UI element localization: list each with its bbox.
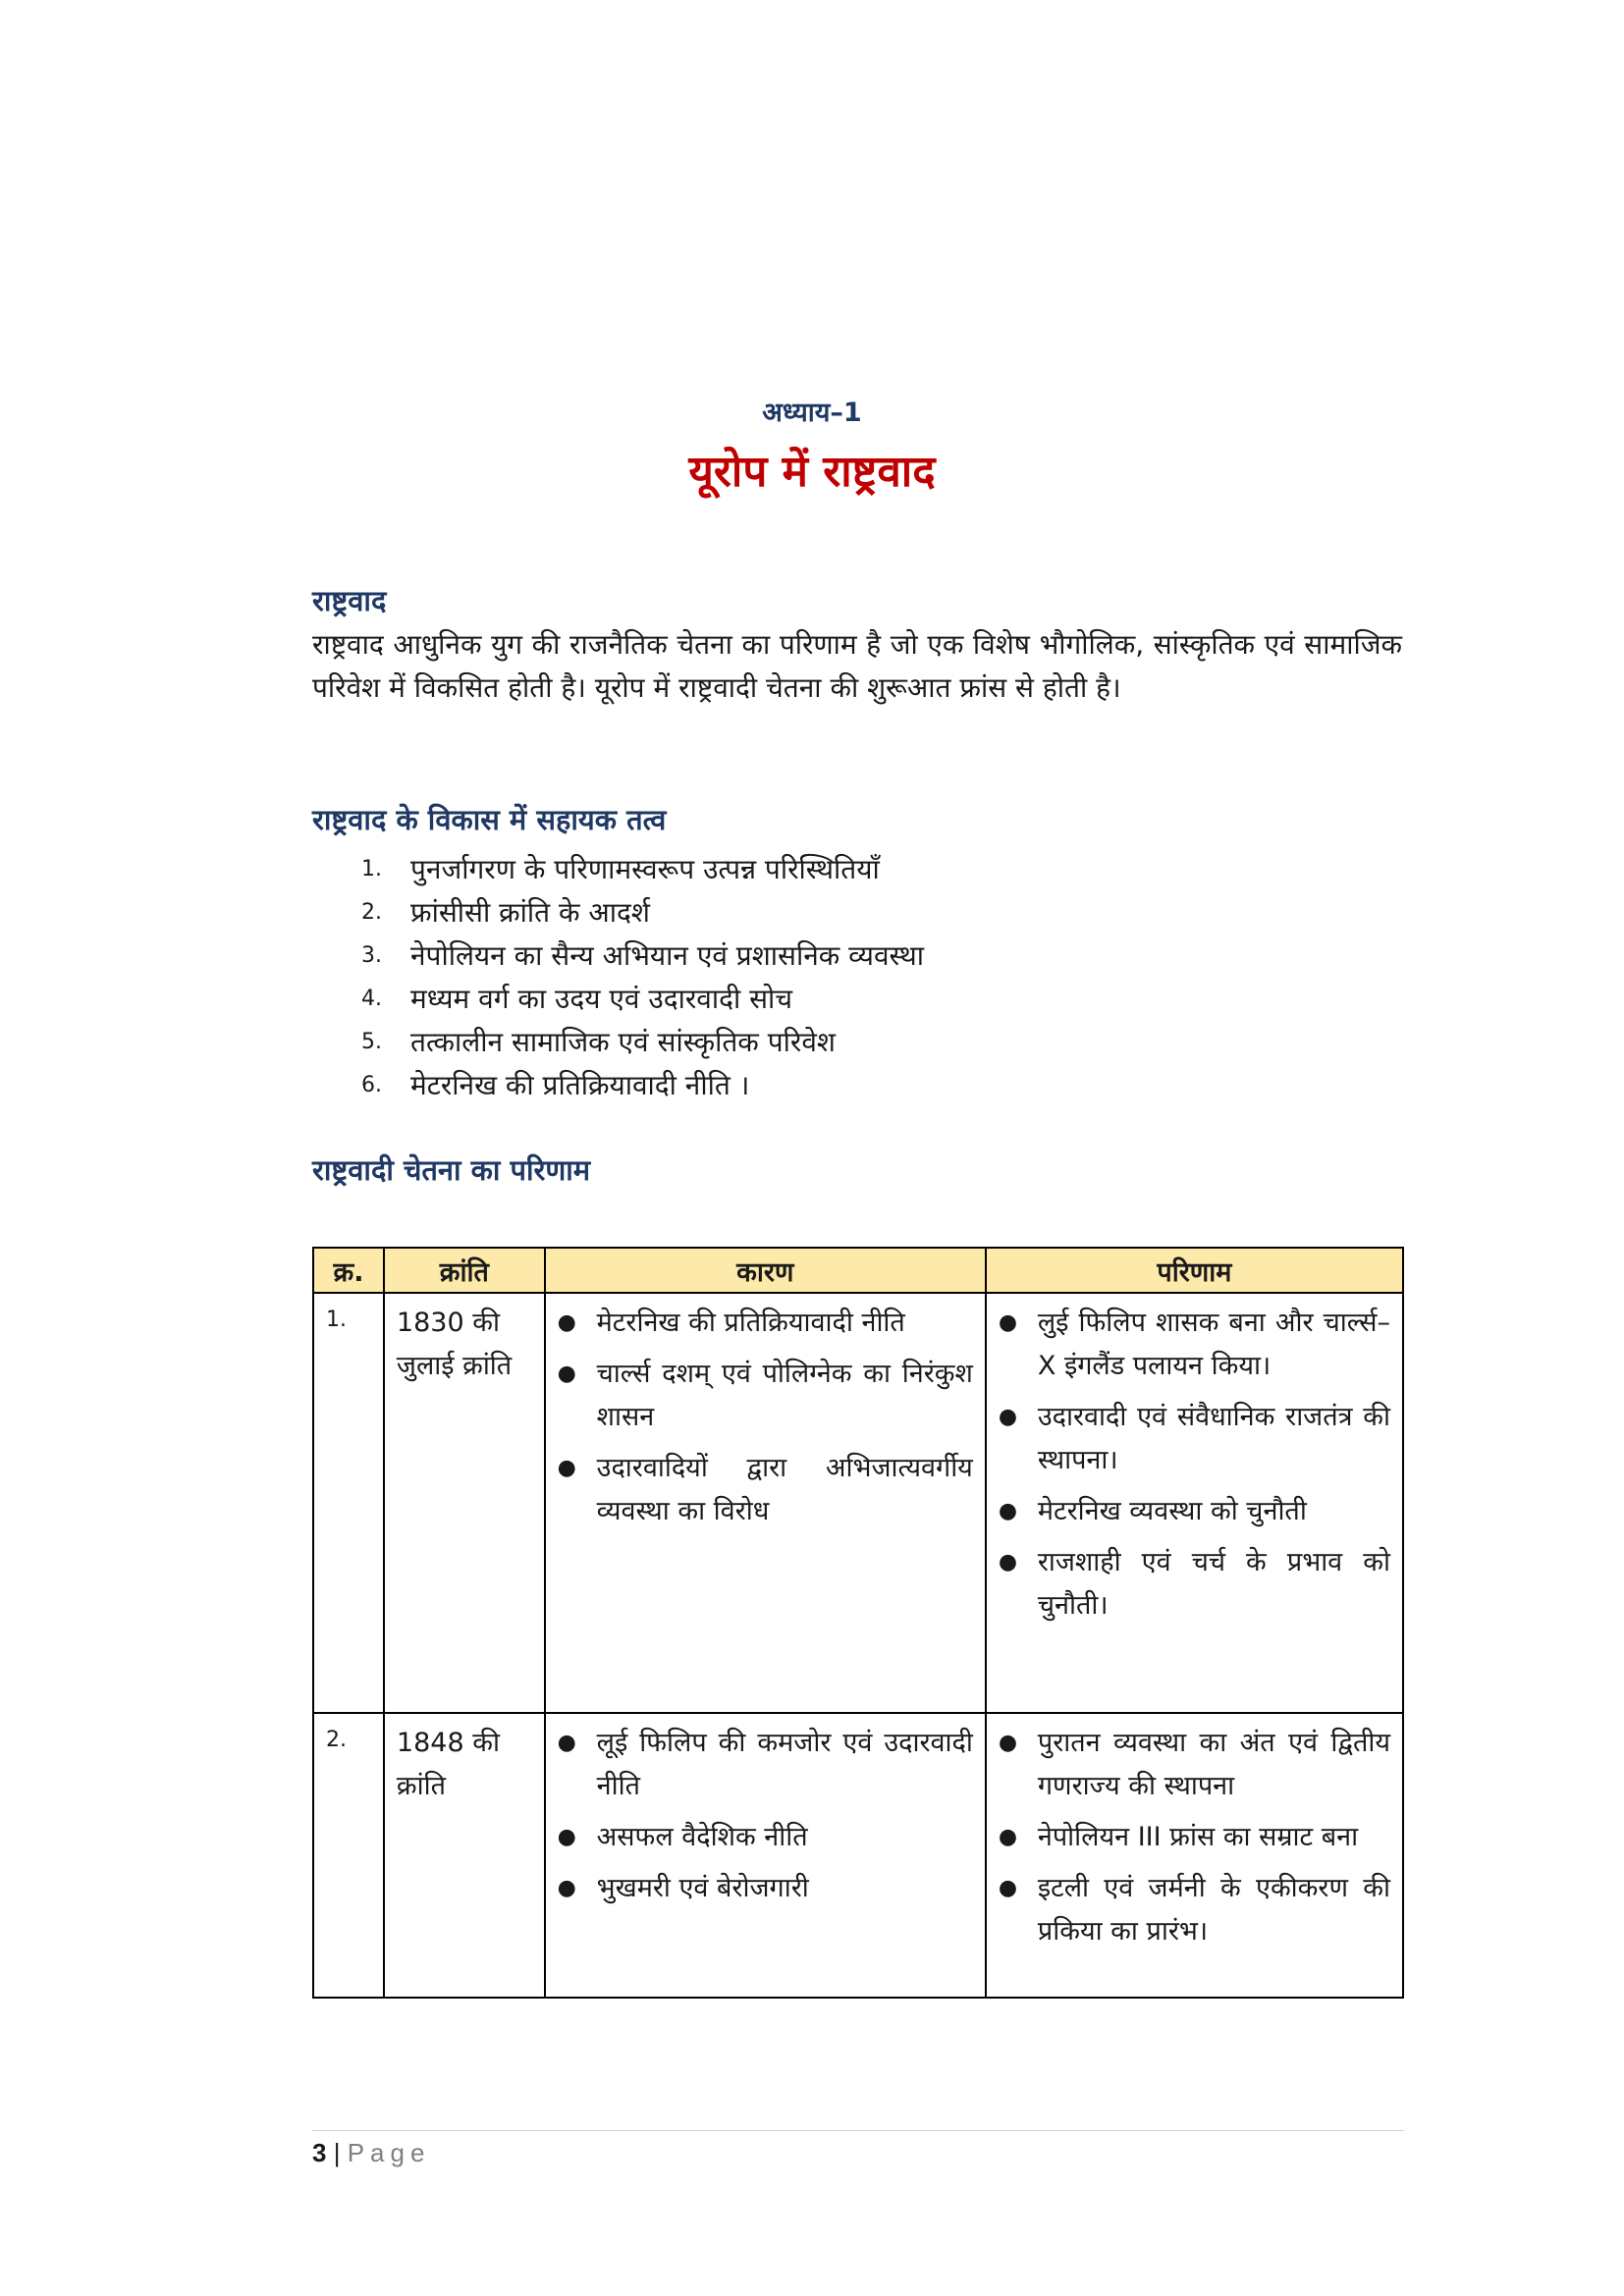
list-item: 3. नेपोलियन का सैन्य अभियान एवं प्रशासनिक व्यवस्था <box>361 939 925 972</box>
list-item: 5. तत्कालीन सामाजिक एवं सांस्कृतिक परिवेश <box>361 1026 836 1058</box>
chapter-label: अध्याय–1 <box>762 398 862 428</box>
bullet-icon: ● <box>557 1456 576 1480</box>
row-revolution-name: 1830 की जुलाई क्रांति <box>384 1293 545 1713</box>
row-serial: 1. <box>313 1293 384 1713</box>
bullet-icon: ● <box>998 1550 1018 1575</box>
section-heading-factors: राष्ट्रवाद के विकास में सहायक तत्व <box>312 803 667 836</box>
page-footer <box>312 2138 430 2168</box>
section-factors <box>312 800 1402 1107</box>
cause-item: ● असफल वैदेशिक नीति <box>558 1816 973 1859</box>
result-item: ● नेपोलियन III फ्रांस का सम्राट बना <box>999 1816 1390 1859</box>
section-heading-results: राष्ट्रवादी चेतना का परिणाम <box>312 1153 591 1187</box>
bullet-icon: ● <box>998 1876 1018 1900</box>
list-item: 6. मेटरनिख की प्रतिक्रियावादी नीति । <box>361 1069 750 1101</box>
cause-item: ● मेटरनिख की प्रतिक्रियावादी नीति <box>558 1302 973 1345</box>
factors-list <box>312 848 1402 1107</box>
cause-item: ● उदारवादियों द्वारा अभिजात्यवर्गीय व्यवस्था का विरोध <box>558 1447 973 1533</box>
row-serial: 2. <box>313 1713 384 1998</box>
cause-item: ● चार्ल्स दशम् एवं पोलिग्नेक का निरंकुश शासन <box>558 1353 973 1439</box>
bullet-icon: ● <box>998 1310 1018 1335</box>
footer-separator: | <box>333 2138 341 2167</box>
list-item: 2. फ्रांसीसी क्रांति के आदर्श <box>361 896 650 929</box>
row-results <box>986 1713 1403 1998</box>
section-heading-nationalism: राष्ट्रवाद <box>312 584 387 617</box>
column-header-revolution: क्रांति <box>384 1248 545 1293</box>
row-revolution-name: 1848 की क्रांति <box>384 1713 545 1998</box>
page-number: 3 <box>312 2138 327 2167</box>
bullet-icon: ● <box>998 1405 1018 1429</box>
cause-item: ● भुखमरी एवं बेरोजगारी <box>558 1867 973 1910</box>
row-causes <box>545 1713 986 1998</box>
revolutions-table <box>312 1247 1404 1999</box>
bullet-icon: ● <box>557 1825 576 1849</box>
result-item: ● पुरातन व्यवस्था का अंत एवं द्वितीय गणराज्य की स्थापना <box>999 1722 1390 1808</box>
list-item: 4. मध्यम वर्ग का उदय एवं उदारवादी सोच <box>361 983 793 1015</box>
table-row <box>313 1293 1403 1713</box>
column-header-results: परिणाम <box>986 1248 1403 1293</box>
page-word: Page <box>347 2138 431 2167</box>
row-causes <box>545 1293 986 1713</box>
result-item: ● लुई फिलिप शासक बना और चार्ल्स–X इंगलैंड पलायन किया। <box>999 1302 1390 1388</box>
chapter-title: यूरोप में राष्ट्रवाद <box>688 447 936 497</box>
column-header-causes: कारण <box>545 1248 986 1293</box>
table-row <box>313 1713 1403 1998</box>
row-results <box>986 1293 1403 1713</box>
footer-divider <box>312 2130 1404 2131</box>
bullet-icon: ● <box>557 1731 576 1755</box>
result-item: ● मेटरनिख व्यवस्था को चुनौती <box>999 1490 1390 1533</box>
cause-item: ● लूई फिलिप की कमजोर एवं उदारवादी नीति <box>558 1722 973 1808</box>
result-item: ● राजशाही एवं चर्च के प्रभाव को चुनौती। <box>999 1541 1390 1628</box>
table-header-row <box>313 1248 1403 1293</box>
column-header-serial: क्र. <box>313 1248 384 1293</box>
result-item: ● इटली एवं जर्मनी के एकीकरण की प्रकिया का प्रारंभ। <box>999 1867 1390 1953</box>
section-results <box>312 1150 1402 1189</box>
nationalism-paragraph: राष्ट्रवाद आधुनिक युग की राजनैतिक चेतना का परिणाम है जो एक विशेष भौगोलिक, सांस्कृतिक एवं सामाजिक परिवेश में विकसित होती है। यूरोप में राष्ट्रवादी चेतना की शुरूआत फ्रांस से होती है। <box>312 628 1402 704</box>
section-nationalism <box>312 581 1402 710</box>
bullet-icon: ● <box>557 1876 576 1900</box>
bullet-icon: ● <box>557 1310 576 1335</box>
bullet-icon: ● <box>998 1825 1018 1849</box>
list-item: 1. पुनर्जागरण के परिणामस्वरूप उत्पन्न परिस्थितियाँ <box>361 853 880 885</box>
result-item: ● उदारवादी एवं संवैधानिक राजतंत्र की स्थापना। <box>999 1396 1390 1482</box>
bullet-icon: ● <box>557 1362 576 1386</box>
bullet-icon: ● <box>998 1499 1018 1523</box>
bullet-icon: ● <box>998 1731 1018 1755</box>
